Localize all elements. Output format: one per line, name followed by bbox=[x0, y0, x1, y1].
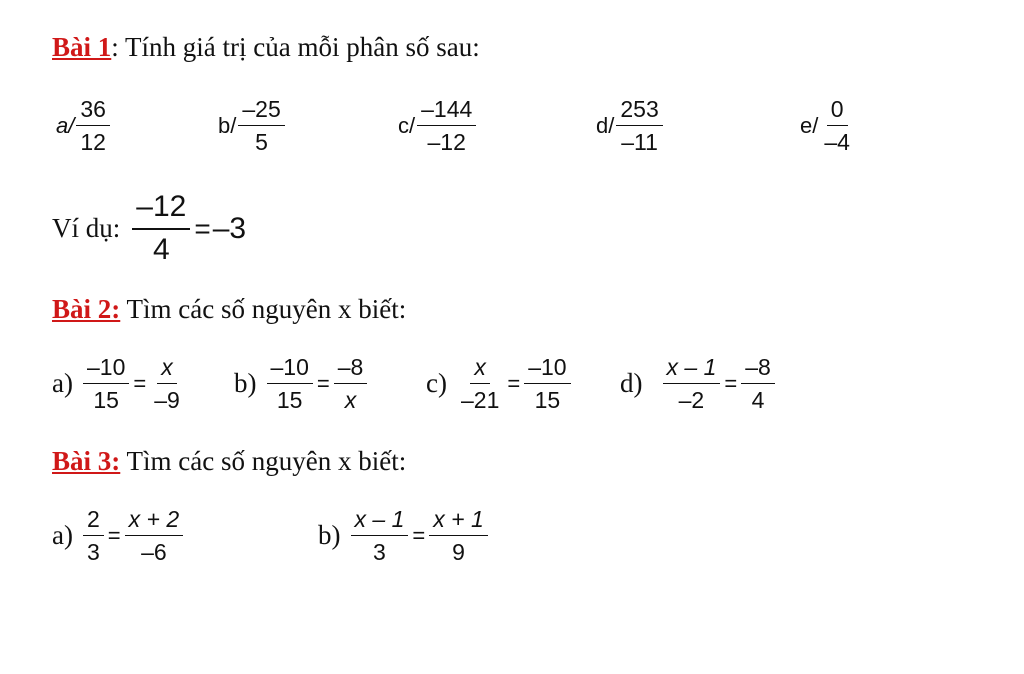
denominator: –6 bbox=[141, 539, 167, 566]
denominator: 3 bbox=[373, 539, 386, 566]
bai2-item-c bbox=[426, 354, 573, 414]
item-label: c/ bbox=[398, 112, 416, 138]
right-fraction bbox=[334, 354, 368, 414]
fraction bbox=[76, 96, 110, 156]
item-label: d/ bbox=[596, 112, 615, 138]
example-result: –3 bbox=[212, 211, 247, 245]
bai3-item-b bbox=[318, 506, 490, 566]
bai2-item-a bbox=[52, 354, 186, 414]
denominator: x bbox=[344, 387, 357, 414]
bai2-item-d bbox=[620, 354, 777, 414]
bai3-heading bbox=[52, 446, 406, 477]
numerator: x + 2 bbox=[125, 506, 184, 536]
bai2-item-b bbox=[234, 354, 369, 414]
item-label: c) bbox=[426, 368, 447, 399]
left-fraction bbox=[83, 506, 104, 566]
fraction bbox=[616, 96, 662, 156]
numerator: –8 bbox=[334, 354, 368, 384]
bai3-item-a bbox=[52, 506, 185, 566]
bai1-title: : Tính giá trị của mỗi phân số sau: bbox=[111, 32, 480, 62]
left-fraction bbox=[457, 354, 503, 414]
equals-sign: = bbox=[194, 212, 211, 244]
left-fraction bbox=[83, 354, 129, 414]
denominator: –9 bbox=[154, 387, 180, 414]
denominator: 3 bbox=[86, 539, 100, 566]
numerator: x – 1 bbox=[351, 506, 409, 536]
equals-sign: = bbox=[133, 370, 147, 396]
numerator: –10 bbox=[83, 354, 129, 384]
denominator: 15 bbox=[276, 387, 303, 414]
numerator: –10 bbox=[267, 354, 313, 384]
numerator: 2 bbox=[83, 506, 104, 536]
numerator: x – 1 bbox=[663, 354, 721, 384]
item-label: e/ bbox=[800, 112, 819, 138]
denominator: 12 bbox=[80, 129, 106, 156]
bai1-item-d bbox=[596, 96, 665, 156]
right-fraction bbox=[150, 354, 184, 414]
numerator: 253 bbox=[616, 96, 662, 126]
denominator: –4 bbox=[824, 129, 850, 156]
bai1-item-c bbox=[398, 96, 478, 156]
bai2-heading bbox=[52, 294, 406, 325]
denominator: –12 bbox=[427, 129, 466, 156]
right-fraction bbox=[524, 354, 570, 414]
left-fraction bbox=[267, 354, 313, 414]
denominator: –21 bbox=[460, 387, 500, 414]
denominator: 9 bbox=[452, 539, 465, 566]
denominator: 4 bbox=[751, 387, 765, 414]
bai2-title: Tìm các số nguyên x biết: bbox=[120, 294, 407, 324]
equals-sign: = bbox=[724, 370, 738, 396]
item-label: a) bbox=[52, 520, 73, 551]
item-label: d) bbox=[620, 368, 643, 399]
left-fraction bbox=[663, 354, 721, 414]
bai1-item-e bbox=[800, 96, 856, 156]
numerator: 0 bbox=[827, 96, 848, 126]
numerator: 36 bbox=[76, 96, 110, 126]
right-fraction bbox=[429, 506, 488, 566]
equals-sign: = bbox=[107, 522, 121, 548]
fraction bbox=[820, 96, 854, 156]
numerator: –25 bbox=[238, 96, 284, 126]
bai1-heading bbox=[52, 32, 480, 63]
bai3-label: Bài 3: bbox=[52, 446, 121, 476]
right-fraction bbox=[125, 506, 184, 566]
numerator: –144 bbox=[417, 96, 476, 126]
numerator: x bbox=[157, 354, 177, 384]
denominator: 15 bbox=[534, 387, 561, 414]
equals-sign: = bbox=[316, 370, 330, 396]
denominator: 5 bbox=[255, 129, 268, 156]
fraction bbox=[417, 96, 476, 156]
example-row bbox=[52, 190, 246, 267]
equals-sign: = bbox=[412, 522, 426, 548]
bai3-title: Tìm các số nguyên x biết: bbox=[120, 446, 407, 476]
item-label: a) bbox=[52, 368, 73, 399]
denominator: 15 bbox=[93, 387, 119, 414]
numerator: x + 1 bbox=[429, 506, 488, 536]
bai1-label: Bài 1 bbox=[52, 32, 112, 62]
item-label: b/ bbox=[218, 112, 237, 138]
fraction bbox=[238, 96, 284, 156]
bai1-item-b bbox=[218, 96, 287, 156]
item-label: a/ bbox=[56, 112, 75, 138]
denominator: 4 bbox=[152, 232, 170, 266]
denominator: –2 bbox=[678, 387, 705, 414]
example-label: Ví dụ: bbox=[52, 213, 121, 243]
item-label: b) bbox=[318, 520, 341, 551]
item-label: b) bbox=[234, 368, 257, 399]
numerator: x bbox=[470, 354, 490, 384]
bai1-item-a bbox=[56, 96, 112, 156]
bai2-label: Bài 2: bbox=[52, 294, 121, 324]
numerator: –12 bbox=[132, 190, 190, 230]
equals-sign: = bbox=[507, 370, 521, 396]
example-fraction bbox=[132, 190, 190, 267]
denominator: –11 bbox=[621, 129, 658, 156]
right-fraction bbox=[741, 354, 775, 414]
left-fraction bbox=[351, 506, 409, 566]
numerator: –8 bbox=[741, 354, 775, 384]
numerator: –10 bbox=[524, 354, 570, 384]
